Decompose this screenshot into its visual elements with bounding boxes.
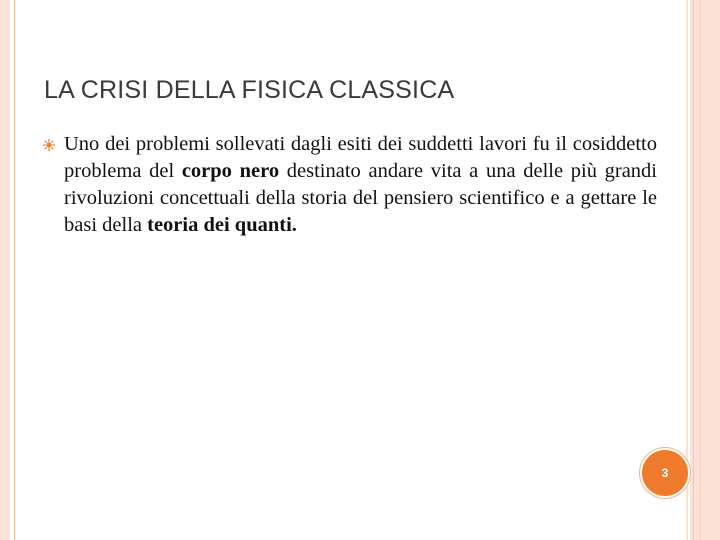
bullet-text: destinato andare vita a una delle più grandi rivoluzioni concettuali della storia del pensiero scientifico e a gettare le basi della — [64, 160, 658, 236]
bold-term-teoria-dei-quanti: teoria dei quanti. — [147, 214, 297, 236]
sun-bullet-icon — [43, 139, 55, 151]
bullet-text: Uno dei problemi sollevati dagli esiti dei suddetti lavori fu il cosiddetto problema del — [64, 133, 657, 182]
bullet-paragraph — [64, 131, 657, 239]
right-border-line — [688, 0, 690, 540]
bold-term-corpo-nero: corpo nero — [181, 160, 280, 182]
slide-title: LA CRISI DELLA FISICA CLASSICA — [44, 76, 455, 104]
right-border-line — [693, 0, 694, 540]
right-border-line — [700, 0, 701, 540]
page-number-badge: 3 — [640, 448, 690, 498]
left-border-line — [14, 0, 15, 540]
